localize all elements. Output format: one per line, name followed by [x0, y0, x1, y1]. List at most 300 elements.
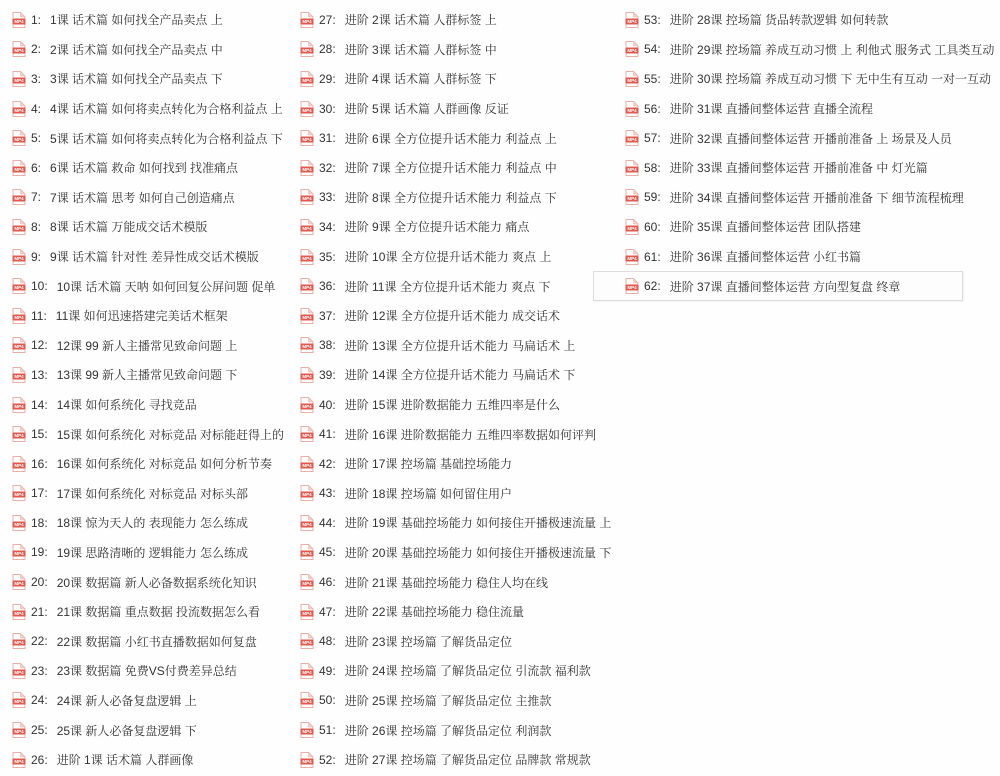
item-label: 进阶 16课 进阶数据能力 五维四率数据如何评判	[344, 427, 597, 442]
file-list-item[interactable]	[300, 153, 611, 183]
mp4-icon-label: MP4	[627, 226, 637, 232]
item-number: 30:	[319, 101, 336, 116]
item-number: 49:	[319, 663, 336, 678]
item-number: 14:	[31, 397, 48, 412]
file-list-item[interactable]	[300, 508, 611, 538]
mp4-icon-label: MP4	[14, 581, 24, 587]
mp4-icon-label: MP4	[302, 699, 312, 705]
file-list-item[interactable]	[625, 212, 994, 242]
item-label: 25课 新人必备复盘逻辑 下	[56, 723, 197, 738]
mp4-file-icon	[12, 633, 26, 649]
mp4-file-icon	[625, 219, 639, 235]
mp4-icon-label: MP4	[302, 196, 312, 202]
mp4-icon-label: MP4	[302, 492, 312, 498]
mp4-file-icon	[300, 515, 314, 531]
mp4-icon-label: MP4	[14, 758, 24, 764]
item-label: 进阶 24课 控场篇 了解货品定位 引流款 福利款	[344, 664, 591, 679]
mp4-icon-label: MP4	[14, 729, 24, 735]
file-list-item[interactable]	[625, 64, 994, 94]
item-label: 进阶 13课 全方位提升话术能力 马扁话术 上	[344, 338, 576, 353]
mp4-icon-label: MP4	[302, 374, 312, 380]
item-label: 17课 如何系统化 对标竞品 对标头部	[56, 486, 249, 501]
mp4-file-icon	[300, 219, 314, 235]
file-list-item[interactable]	[12, 715, 284, 745]
mp4-file-icon	[300, 189, 314, 205]
item-label: 进阶 15课 进阶数据能力 五维四率是什么	[344, 398, 561, 413]
file-list-item[interactable]	[12, 656, 284, 686]
item-number: 31:	[319, 131, 336, 146]
item-label: 10课 话术篇 天呐 如何回复公屏问题 促单	[56, 279, 276, 294]
mp4-icon-label: MP4	[302, 758, 312, 764]
item-label: 进阶 29课 控场篇 养成互动习惯 上 利他式 服务式 工具类互动	[669, 42, 995, 57]
file-list-item[interactable]	[12, 123, 284, 153]
item-number: 6:	[31, 160, 42, 175]
mp4-file-icon	[12, 130, 26, 146]
item-label: 进阶 27课 控场篇 了解货品定位 品牌款 常规款	[344, 753, 591, 768]
file-list-item[interactable]	[300, 479, 611, 509]
item-label: 进阶 2课 话术篇 人群标签 上	[344, 13, 497, 28]
file-list-item[interactable]	[12, 153, 284, 183]
item-number: 55:	[644, 71, 661, 86]
item-label: 进阶 23课 控场篇 了解货品定位	[344, 634, 513, 649]
mp4-file-icon	[300, 41, 314, 57]
item-number: 11:	[31, 308, 47, 323]
item-label: 8课 话术篇 万能成交话术模版	[50, 220, 208, 235]
mp4-icon-label: MP4	[14, 344, 24, 350]
mp4-icon-label: MP4	[302, 255, 312, 261]
item-label: 7课 话术篇 思考 如何自己创造痛点	[50, 190, 235, 205]
mp4-file-icon	[12, 308, 26, 324]
mp4-icon-label: MP4	[302, 522, 312, 528]
mp4-file-icon	[625, 249, 639, 265]
item-label: 进阶 12课 全方位提升话术能力 成交话术	[344, 309, 561, 324]
file-list-item[interactable]	[12, 449, 284, 479]
mp4-file-icon	[12, 397, 26, 413]
item-label: 3课 话术篇 如何找全产品卖点 下	[50, 72, 223, 87]
mp4-icon-label: MP4	[14, 699, 24, 705]
file-list-item[interactable]	[300, 331, 611, 361]
item-number: 34:	[319, 219, 336, 234]
file-list-item[interactable]	[12, 686, 284, 716]
file-list-item[interactable]	[625, 153, 994, 183]
item-label: 24课 新人必备复盘逻辑 上	[56, 693, 197, 708]
item-number: 27:	[319, 12, 336, 27]
mp4-icon-label: MP4	[302, 551, 312, 557]
mp4-file-icon	[625, 160, 639, 176]
item-label: 进阶 19课 基础控场能力 如何接住开播极速流量 上	[344, 516, 612, 531]
item-number: 25:	[31, 723, 48, 738]
item-number: 46:	[319, 575, 336, 590]
mp4-icon-label: MP4	[627, 196, 637, 202]
item-label: 进阶 18课 控场篇 如何留住用户	[344, 486, 513, 501]
file-list-item[interactable]	[300, 64, 611, 94]
mp4-file-icon	[300, 663, 314, 679]
mp4-file-icon	[300, 485, 314, 501]
mp4-file-icon	[12, 189, 26, 205]
item-number: 4:	[31, 101, 42, 116]
item-label: 进阶 35课 直播间整体运营 团队搭建	[669, 220, 862, 235]
mp4-file-icon	[12, 219, 26, 235]
mp4-icon-label: MP4	[14, 640, 24, 646]
item-label: 2课 话术篇 如何找全产品卖点 中	[50, 42, 223, 57]
item-number: 61:	[644, 249, 661, 264]
mp4-icon-label: MP4	[302, 581, 312, 587]
item-label: 5课 话术篇 如何将卖点转化为合格利益点 下	[50, 131, 283, 146]
file-list-item[interactable]	[625, 94, 994, 124]
item-number: 16:	[31, 456, 48, 471]
mp4-icon-label: MP4	[627, 137, 637, 143]
item-number: 15:	[31, 427, 48, 442]
item-number: 60:	[644, 219, 661, 234]
item-number: 54:	[644, 42, 661, 57]
mp4-file-icon	[12, 544, 26, 560]
mp4-file-icon	[12, 426, 26, 442]
mp4-icon-label: MP4	[302, 166, 312, 172]
mp4-file-icon	[12, 515, 26, 531]
file-list-item[interactable]	[300, 212, 611, 242]
mp4-file-icon	[300, 12, 314, 28]
file-list-item[interactable]	[12, 360, 284, 390]
item-label: 22课 数据篇 小红书直播数据如何复盘	[56, 634, 257, 649]
mp4-file-icon	[12, 71, 26, 87]
file-list-item[interactable]	[12, 94, 284, 124]
item-number: 29:	[319, 71, 336, 86]
mp4-file-icon	[300, 574, 314, 590]
item-number: 58:	[644, 160, 661, 175]
item-number: 23:	[31, 663, 48, 678]
mp4-icon-label: MP4	[14, 314, 24, 320]
mp4-icon-label: MP4	[14, 433, 24, 439]
file-list-item[interactable]	[12, 331, 284, 361]
file-list-item[interactable]	[12, 479, 284, 509]
item-number: 18:	[31, 515, 48, 530]
item-number: 45:	[319, 545, 336, 560]
mp4-file-icon	[12, 367, 26, 383]
item-number: 39:	[319, 367, 336, 382]
item-label: 进阶 37课 直播间整体运营 方向型复盘 终章	[669, 279, 901, 294]
mp4-file-icon	[12, 101, 26, 117]
mp4-icon-label: MP4	[14, 196, 24, 202]
mp4-icon-label: MP4	[14, 670, 24, 676]
file-list-item[interactable]	[300, 301, 611, 331]
item-label: 12课 99 新人主播常见致命问题 上	[56, 338, 238, 353]
item-label: 进阶 17课 控场篇 基础控场能力	[344, 457, 513, 472]
file-list-item[interactable]	[625, 5, 994, 35]
mp4-icon-label: MP4	[14, 462, 24, 468]
file-list-item[interactable]	[12, 271, 284, 301]
mp4-file-icon	[300, 160, 314, 176]
item-label: 进阶 22课 基础控场能力 稳住流量	[344, 605, 525, 620]
file-list-item[interactable]	[300, 390, 611, 420]
mp4-icon-label: MP4	[302, 670, 312, 676]
item-number: 44:	[319, 515, 336, 530]
file-list-item[interactable]	[300, 745, 611, 775]
item-number: 1:	[31, 12, 42, 27]
mp4-file-icon	[12, 722, 26, 738]
item-number: 35:	[319, 249, 336, 264]
mp4-icon-label: MP4	[14, 492, 24, 498]
file-list-item[interactable]	[300, 686, 611, 716]
mp4-icon-label: MP4	[14, 48, 24, 54]
mp4-file-icon	[300, 397, 314, 413]
item-number: 20:	[31, 575, 48, 590]
mp4-file-icon	[300, 367, 314, 383]
mp4-file-icon	[300, 544, 314, 560]
item-label: 4课 话术篇 如何将卖点转化为合格利益点 上	[50, 102, 283, 117]
mp4-icon-label: MP4	[627, 166, 637, 172]
mp4-file-icon	[300, 130, 314, 146]
mp4-icon-label: MP4	[302, 226, 312, 232]
item-label: 进阶 33课 直播间整体运营 开播前准备 中 灯光篇	[669, 161, 928, 176]
item-number: 5:	[31, 131, 42, 146]
item-label: 13课 99 新人主播常见致命问题 下	[56, 368, 238, 383]
item-label: 进阶 30课 控场篇 养成互动习惯 下 无中生有互动 一对一互动	[669, 72, 992, 87]
item-number: 56:	[644, 101, 661, 116]
item-number: 59:	[644, 190, 661, 205]
mp4-file-icon	[625, 12, 639, 28]
file-list-item[interactable]	[300, 597, 611, 627]
mp4-icon-label: MP4	[302, 462, 312, 468]
item-label: 19课 思路清晰的 逻辑能力 怎么练成	[56, 545, 249, 560]
file-list-item[interactable]	[625, 35, 994, 65]
item-label: 进阶 1课 话术篇 人群画像	[56, 753, 194, 768]
item-label: 进阶 11课 全方位提升话术能力 爽点 下	[344, 279, 551, 294]
item-number: 37:	[319, 308, 336, 323]
mp4-icon-label: MP4	[302, 344, 312, 350]
item-label: 进阶 7课 全方位提升话术能力 利益点 中	[344, 161, 557, 176]
file-list-item[interactable]	[300, 626, 611, 656]
file-list-item[interactable]	[300, 5, 611, 35]
file-list-item[interactable]	[300, 360, 611, 390]
item-number: 22:	[31, 634, 48, 649]
mp4-icon-label: MP4	[302, 18, 312, 24]
item-label: 进阶 36课 直播间整体运营 小红书篇	[669, 250, 862, 265]
item-number: 12:	[31, 338, 48, 353]
mp4-icon-label: MP4	[14, 255, 24, 261]
item-label: 进阶 32课 直播间整体运营 开播前准备 上 场景及人员	[669, 131, 952, 146]
item-number: 47:	[319, 604, 336, 619]
mp4-file-icon	[300, 101, 314, 117]
mp4-icon-label: MP4	[627, 107, 637, 113]
item-label: 6课 话术篇 救命 如何找到 找准痛点	[50, 161, 239, 176]
item-label: 21课 数据篇 重点数据 投流数据怎么看	[56, 605, 261, 620]
item-label: 进阶 34课 直播间整体运营 开播前准备 下 细节流程梳理	[669, 190, 964, 205]
mp4-icon-label: MP4	[627, 78, 637, 84]
item-number: 40:	[319, 397, 336, 412]
file-list-item[interactable]	[300, 419, 611, 449]
mp4-icon-label: MP4	[302, 433, 312, 439]
mp4-file-icon	[625, 41, 639, 57]
file-list-column-2	[300, 5, 611, 774]
item-number: 10:	[31, 279, 48, 294]
mp4-icon-label: MP4	[14, 166, 24, 172]
mp4-icon-label: MP4	[14, 107, 24, 113]
mp4-file-icon	[300, 278, 314, 294]
item-number: 41:	[319, 427, 336, 442]
file-list-item[interactable]	[12, 5, 284, 35]
item-number: 52:	[319, 752, 336, 767]
mp4-file-icon	[625, 130, 639, 146]
mp4-icon-label: MP4	[627, 255, 637, 261]
file-list-item[interactable]	[12, 242, 284, 272]
mp4-file-icon	[300, 71, 314, 87]
mp4-icon-label: MP4	[302, 137, 312, 143]
item-number: 2:	[31, 42, 42, 57]
item-label: 进阶 10课 全方位提升话术能力 爽点 上	[344, 250, 552, 265]
mp4-icon-label: MP4	[302, 48, 312, 54]
item-label: 进阶 8课 全方位提升话术能力 利益点 下	[344, 190, 557, 205]
mp4-file-icon	[12, 456, 26, 472]
item-number: 7:	[31, 190, 42, 205]
mp4-icon-label: MP4	[14, 78, 24, 84]
mp4-file-icon	[300, 752, 314, 768]
file-list-item[interactable]	[300, 123, 611, 153]
item-label: 16课 如何系统化 对标竞品 如何分析节奏	[56, 457, 273, 472]
mp4-icon-label: MP4	[14, 285, 24, 291]
file-list-item[interactable]	[300, 449, 611, 479]
mp4-icon-label: MP4	[14, 522, 24, 528]
file-list-item[interactable]	[625, 183, 994, 213]
mp4-file-icon	[12, 12, 26, 28]
mp4-file-icon	[300, 692, 314, 708]
item-number: 26:	[31, 752, 48, 767]
file-list-item[interactable]	[12, 419, 284, 449]
item-label: 进阶 28课 控场篇 货品转款逻辑 如何转款	[669, 13, 889, 28]
item-number: 53:	[644, 12, 661, 27]
item-label: 18课 惊为天人的 表现能力 怎么练成	[56, 516, 249, 531]
item-number: 38:	[319, 338, 336, 353]
file-list-item[interactable]	[12, 597, 284, 627]
mp4-file-icon	[625, 189, 639, 205]
item-label: 进阶 14课 全方位提升话术能力 马扁话术 下	[344, 368, 576, 383]
item-number: 3:	[31, 71, 42, 86]
file-list-item[interactable]	[12, 212, 284, 242]
item-label: 进阶 4课 话术篇 人群标签 下	[344, 72, 497, 87]
file-list-item[interactable]	[300, 715, 611, 745]
file-list-item[interactable]	[300, 35, 611, 65]
file-list-item[interactable]	[300, 567, 611, 597]
mp4-icon-label: MP4	[302, 107, 312, 113]
item-number: 62:	[644, 279, 661, 294]
item-number: 48:	[319, 634, 336, 649]
item-number: 51:	[319, 723, 336, 738]
file-list-item[interactable]	[12, 64, 284, 94]
item-number: 42:	[319, 456, 336, 471]
mp4-file-icon	[300, 249, 314, 265]
item-label: 9课 话术篇 针对性 差异性成交话术模版	[50, 250, 259, 265]
mp4-file-icon	[12, 41, 26, 57]
file-list-item[interactable]	[12, 567, 284, 597]
mp4-icon-label: MP4	[14, 137, 24, 143]
file-list-item[interactable]	[300, 242, 611, 272]
mp4-file-icon	[12, 160, 26, 176]
item-number: 21:	[31, 604, 48, 619]
mp4-file-icon	[300, 722, 314, 738]
item-number: 19:	[31, 545, 48, 560]
mp4-file-icon	[625, 278, 639, 294]
file-list-item[interactable]	[12, 508, 284, 538]
file-list-item[interactable]	[300, 538, 611, 568]
mp4-icon-label: MP4	[627, 285, 637, 291]
file-list-item[interactable]	[12, 538, 284, 568]
mp4-file-icon	[12, 604, 26, 620]
mp4-icon-label: MP4	[302, 285, 312, 291]
item-label: 进阶 26课 控场篇 了解货品定位 利润款	[344, 723, 552, 738]
mp4-file-icon	[12, 692, 26, 708]
item-number: 24:	[31, 693, 48, 708]
file-list-item[interactable]	[300, 94, 611, 124]
mp4-icon-label: MP4	[14, 18, 24, 24]
item-label: 15课 如何系统化 对标竞品 对标能赶得上的	[56, 427, 285, 442]
file-list-item[interactable]	[12, 301, 284, 331]
mp4-file-icon	[300, 604, 314, 620]
file-list-column-3	[625, 5, 994, 301]
item-number: 9:	[31, 249, 42, 264]
item-number: 32:	[319, 160, 336, 175]
item-label: 进阶 25课 控场篇 了解货品定位 主推款	[344, 693, 552, 708]
mp4-icon-label: MP4	[302, 610, 312, 616]
file-list-item[interactable]	[300, 656, 611, 686]
item-label: 20课 数据篇 新人必备数据系统化知识	[56, 575, 257, 590]
mp4-file-icon	[625, 101, 639, 117]
item-number: 50:	[319, 693, 336, 708]
file-list-item[interactable]	[12, 35, 284, 65]
file-list-item[interactable]	[625, 242, 994, 272]
item-number: 33:	[319, 190, 336, 205]
mp4-icon-label: MP4	[302, 78, 312, 84]
item-label: 进阶 21课 基础控场能力 稳住人均在线	[344, 575, 549, 590]
file-list-item[interactable]	[12, 745, 284, 775]
mp4-file-icon	[300, 456, 314, 472]
file-list-item[interactable]	[12, 183, 284, 213]
mp4-file-icon	[300, 337, 314, 353]
item-label: 进阶 6课 全方位提升话术能力 利益点 上	[344, 131, 557, 146]
mp4-icon-label: MP4	[14, 610, 24, 616]
mp4-file-icon	[12, 663, 26, 679]
mp4-file-icon	[300, 426, 314, 442]
mp4-icon-label: MP4	[14, 374, 24, 380]
mp4-file-icon	[12, 752, 26, 768]
mp4-file-icon	[300, 633, 314, 649]
item-label: 11课 如何迅速搭建完美话术框架	[55, 309, 228, 324]
mp4-icon-label: MP4	[302, 640, 312, 646]
item-label: 14课 如何系统化 寻找竞品	[56, 398, 197, 413]
file-list-item[interactable]	[593, 271, 963, 301]
mp4-icon-label: MP4	[302, 403, 312, 409]
mp4-icon-label: MP4	[627, 48, 637, 54]
item-number: 43:	[319, 486, 336, 501]
file-list-item[interactable]	[300, 271, 611, 301]
file-list-item[interactable]	[300, 183, 611, 213]
item-number: 13:	[31, 367, 48, 382]
mp4-file-icon	[12, 574, 26, 590]
mp4-icon-label: MP4	[14, 551, 24, 557]
item-number: 17:	[31, 486, 48, 501]
file-list-item[interactable]	[12, 626, 284, 656]
item-label: 23课 数据篇 免费VS付费差异总结	[56, 664, 237, 679]
item-label: 进阶 3课 话术篇 人群标签 中	[344, 42, 497, 57]
mp4-icon-label: MP4	[302, 729, 312, 735]
mp4-icon-label: MP4	[302, 314, 312, 320]
mp4-file-icon	[12, 485, 26, 501]
mp4-file-icon	[625, 71, 639, 87]
mp4-icon-label: MP4	[627, 18, 637, 24]
item-label: 进阶 31课 直播间整体运营 直播全流程	[669, 102, 874, 117]
file-list-column-1	[12, 5, 284, 774]
file-list-item[interactable]	[625, 123, 994, 153]
file-list-item[interactable]	[12, 390, 284, 420]
item-label: 进阶 5课 话术篇 人群画像 反证	[344, 102, 509, 117]
